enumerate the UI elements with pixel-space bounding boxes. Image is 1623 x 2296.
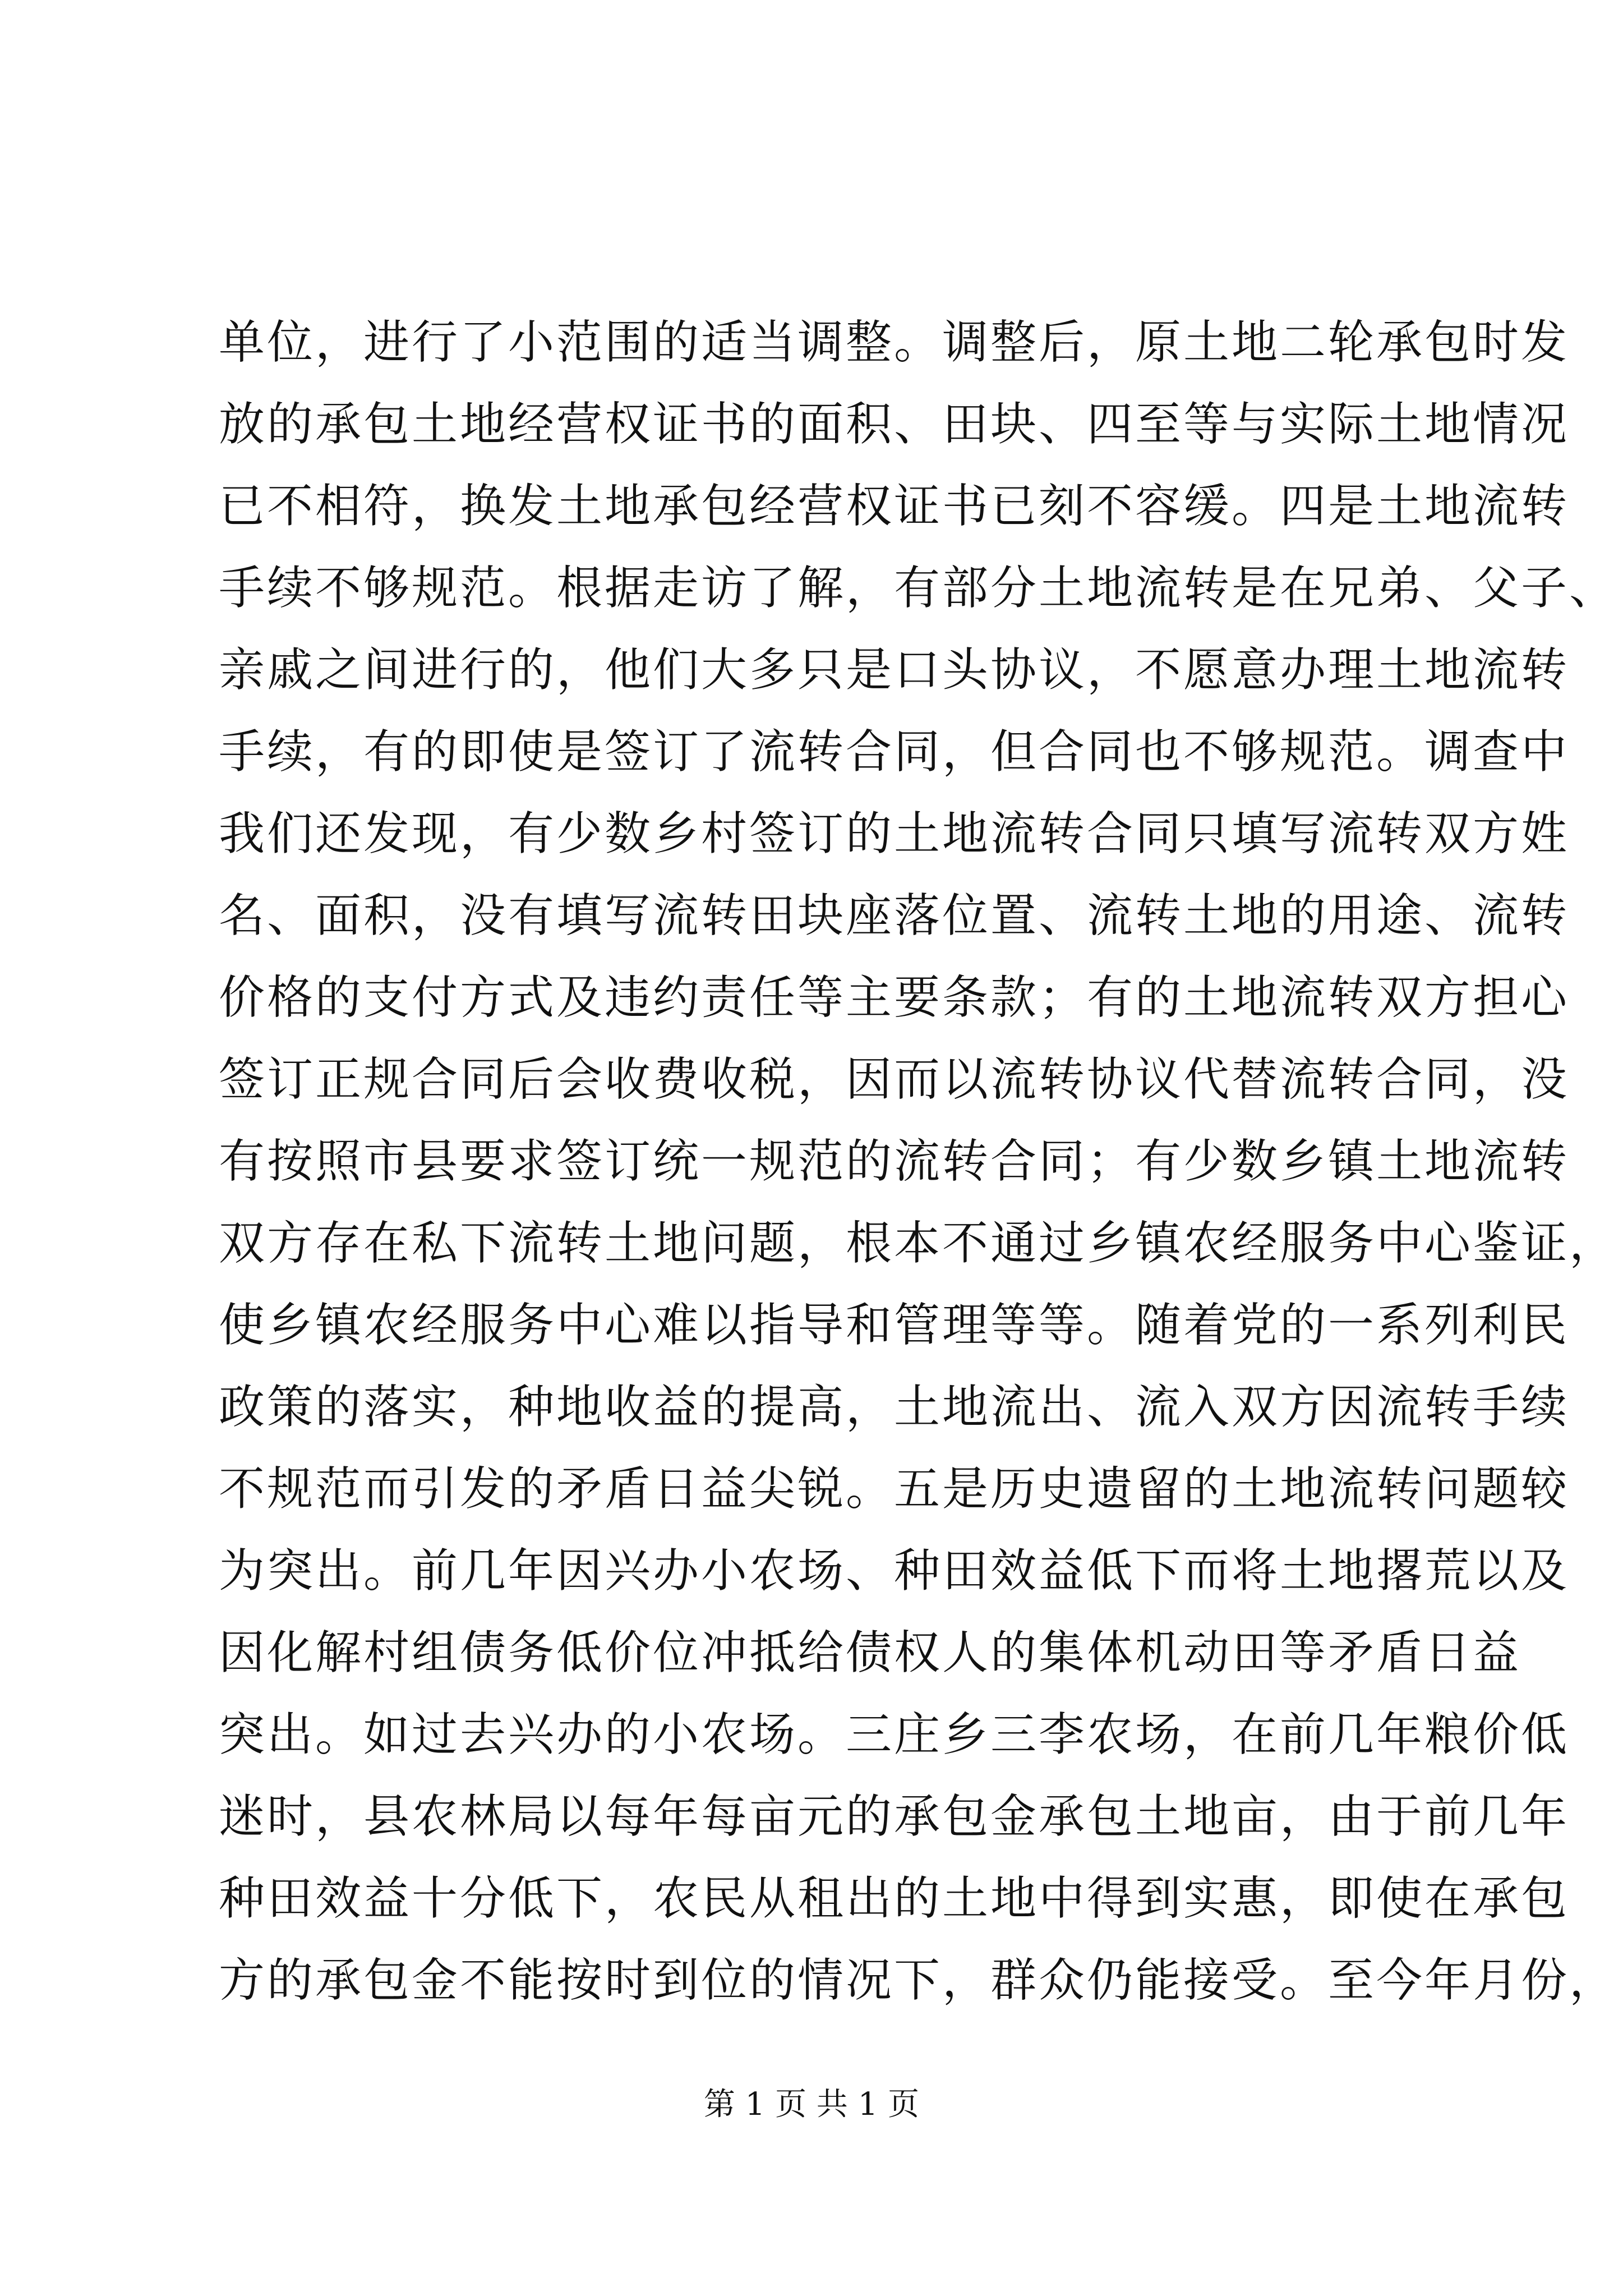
text-line: 双方存在私下流转土地问题，根本不通过乡镇农经服务中心鉴证， (219, 1217, 1618, 1270)
text-line: 亲戚之间进行的，他们大多只是口头协议，不愿意办理土地流转 (219, 643, 1570, 697)
text-line: 使乡镇农经服务中心难以指导和管理等等。随着党的一系列利民 (219, 1299, 1570, 1352)
text-line: 政策的落实，种地收益的提高，土地流出、流入双方因流转手续 (219, 1381, 1570, 1434)
text-line: 签订正规合同后会收费收税，因而以流转协议代替流转合同，没 (219, 1053, 1570, 1106)
page-footer (0, 2082, 1623, 2127)
text-line: 放的承包土地经营权证书的面积、田块、四至等与实际土地情况 (219, 398, 1570, 451)
text-line: 我们还发现，有少数乡村签订的土地流转合同只填写流转双方姓 (219, 807, 1570, 861)
text-line: 种田效益十分低下，农民从租出的土地中得到实惠，即使在承包 (219, 1872, 1570, 1925)
page-number-label: 第 1 页 共 1 页 (703, 2086, 920, 2123)
text-line: 已不相符，换发土地承包经营权证书已刻不容缓。四是土地流转 (219, 480, 1570, 533)
body-text (219, 302, 1618, 2022)
text-line: 迷时，县农林局以每年每亩元的承包金承包土地亩，由于前几年 (219, 1790, 1570, 1843)
text-line: 因化解村组债务低价位冲抵给债权人的集体机动田等矛盾日益 (219, 1626, 1521, 1680)
text-line: 手续不够规范。根据走访了解，有部分土地流转是在兄弟、父子、 (219, 562, 1618, 615)
text-line: 为突出。前几年因兴办小农场、种田效益低下而将土地撂荒以及 (219, 1544, 1570, 1598)
text-line: 不规范而引发的矛盾日益尖锐。五是历史遗留的土地流转问题较 (219, 1462, 1570, 1516)
text-line: 有按照市县要求签订统一规范的流转合同；有少数乡镇土地流转 (219, 1135, 1570, 1188)
text-line: 手续，有的即使是签订了流转合同，但合同也不够规范。调查中 (219, 725, 1570, 779)
text-line: 方的承包金不能按时到位的情况下，群众仍能接受。至今年月份， (219, 1954, 1618, 2007)
text-line: 名、面积，没有填写流转田块座落位置、流转土地的用途、流转 (219, 889, 1570, 942)
text-line: 突出。如过去兴办的小农场。三庄乡三李农场，在前几年粮价低 (219, 1708, 1570, 1761)
text-line: 单位，进行了小范围的适当调整。调整后，原土地二轮承包时发 (219, 316, 1570, 369)
text-line: 价格的支付方式及违约责任等主要条款；有的土地流转双方担心 (219, 971, 1570, 1024)
